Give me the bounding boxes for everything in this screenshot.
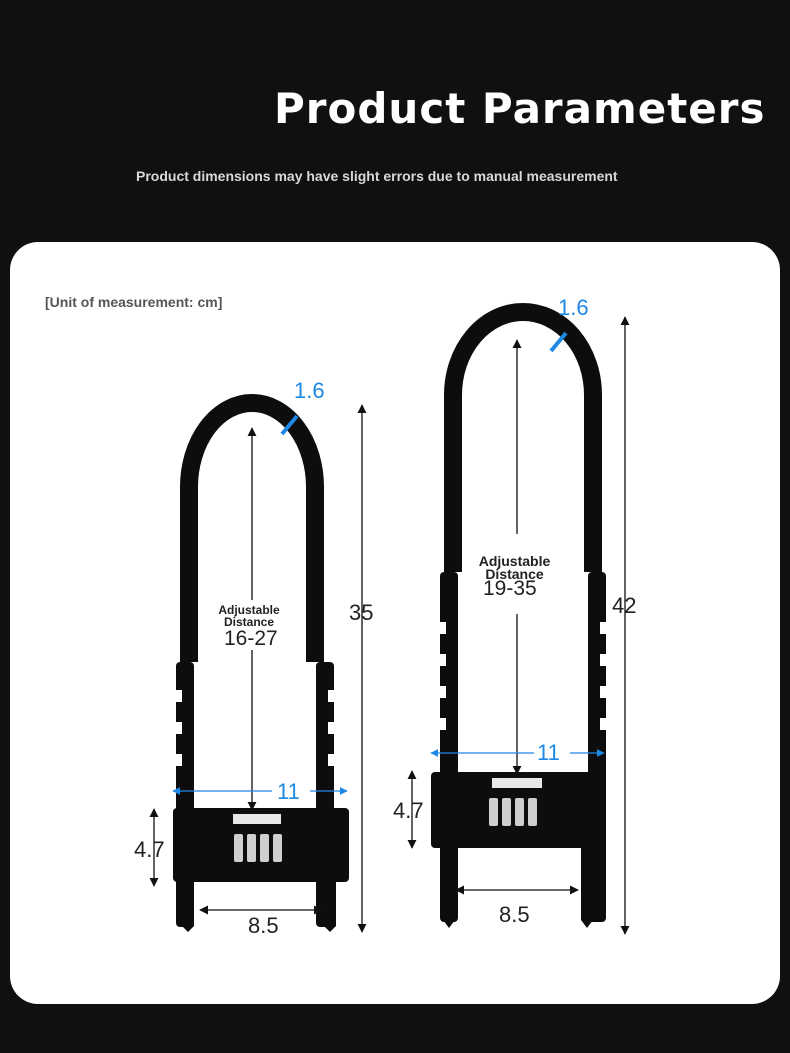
lock-large-adjustable-label: Adjustable Distance [478,553,551,582]
unit-note: [Unit of measurement: cm] [45,294,223,310]
lock-small-range-label: 16-27 [224,627,278,650]
lock-small-adjustable-label: Adjustable Distance [218,603,280,629]
lock-small-width-label: 11 [277,779,300,804]
lock-small-bottom-width-label: 8.5 [248,913,279,938]
lock-large-shackle [453,312,593,572]
dimension-illustration [10,242,780,1004]
lock-large-thickness-label: 1.6 [558,295,589,320]
page-subtitle: Product dimensions may have slight errors due to manual measurement [136,168,618,184]
lock-large-width-label: 11 [537,740,560,765]
lock-large [412,312,625,934]
lock-small-thickness-label: 1.6 [294,378,325,403]
lock-large-bottom-width-label: 8.5 [499,902,530,927]
lock-large-height-label: 42 [612,593,637,618]
page-title: Product Parameters [274,84,766,133]
lock-small [154,403,362,932]
dimension-card [10,242,780,1004]
lock-large-range-label: 19-35 [483,577,537,600]
lock-small-height-label: 35 [349,600,374,625]
lock-small-body-height-label: 4.7 [134,837,165,862]
lock-large-body-height-label: 4.7 [393,798,424,823]
